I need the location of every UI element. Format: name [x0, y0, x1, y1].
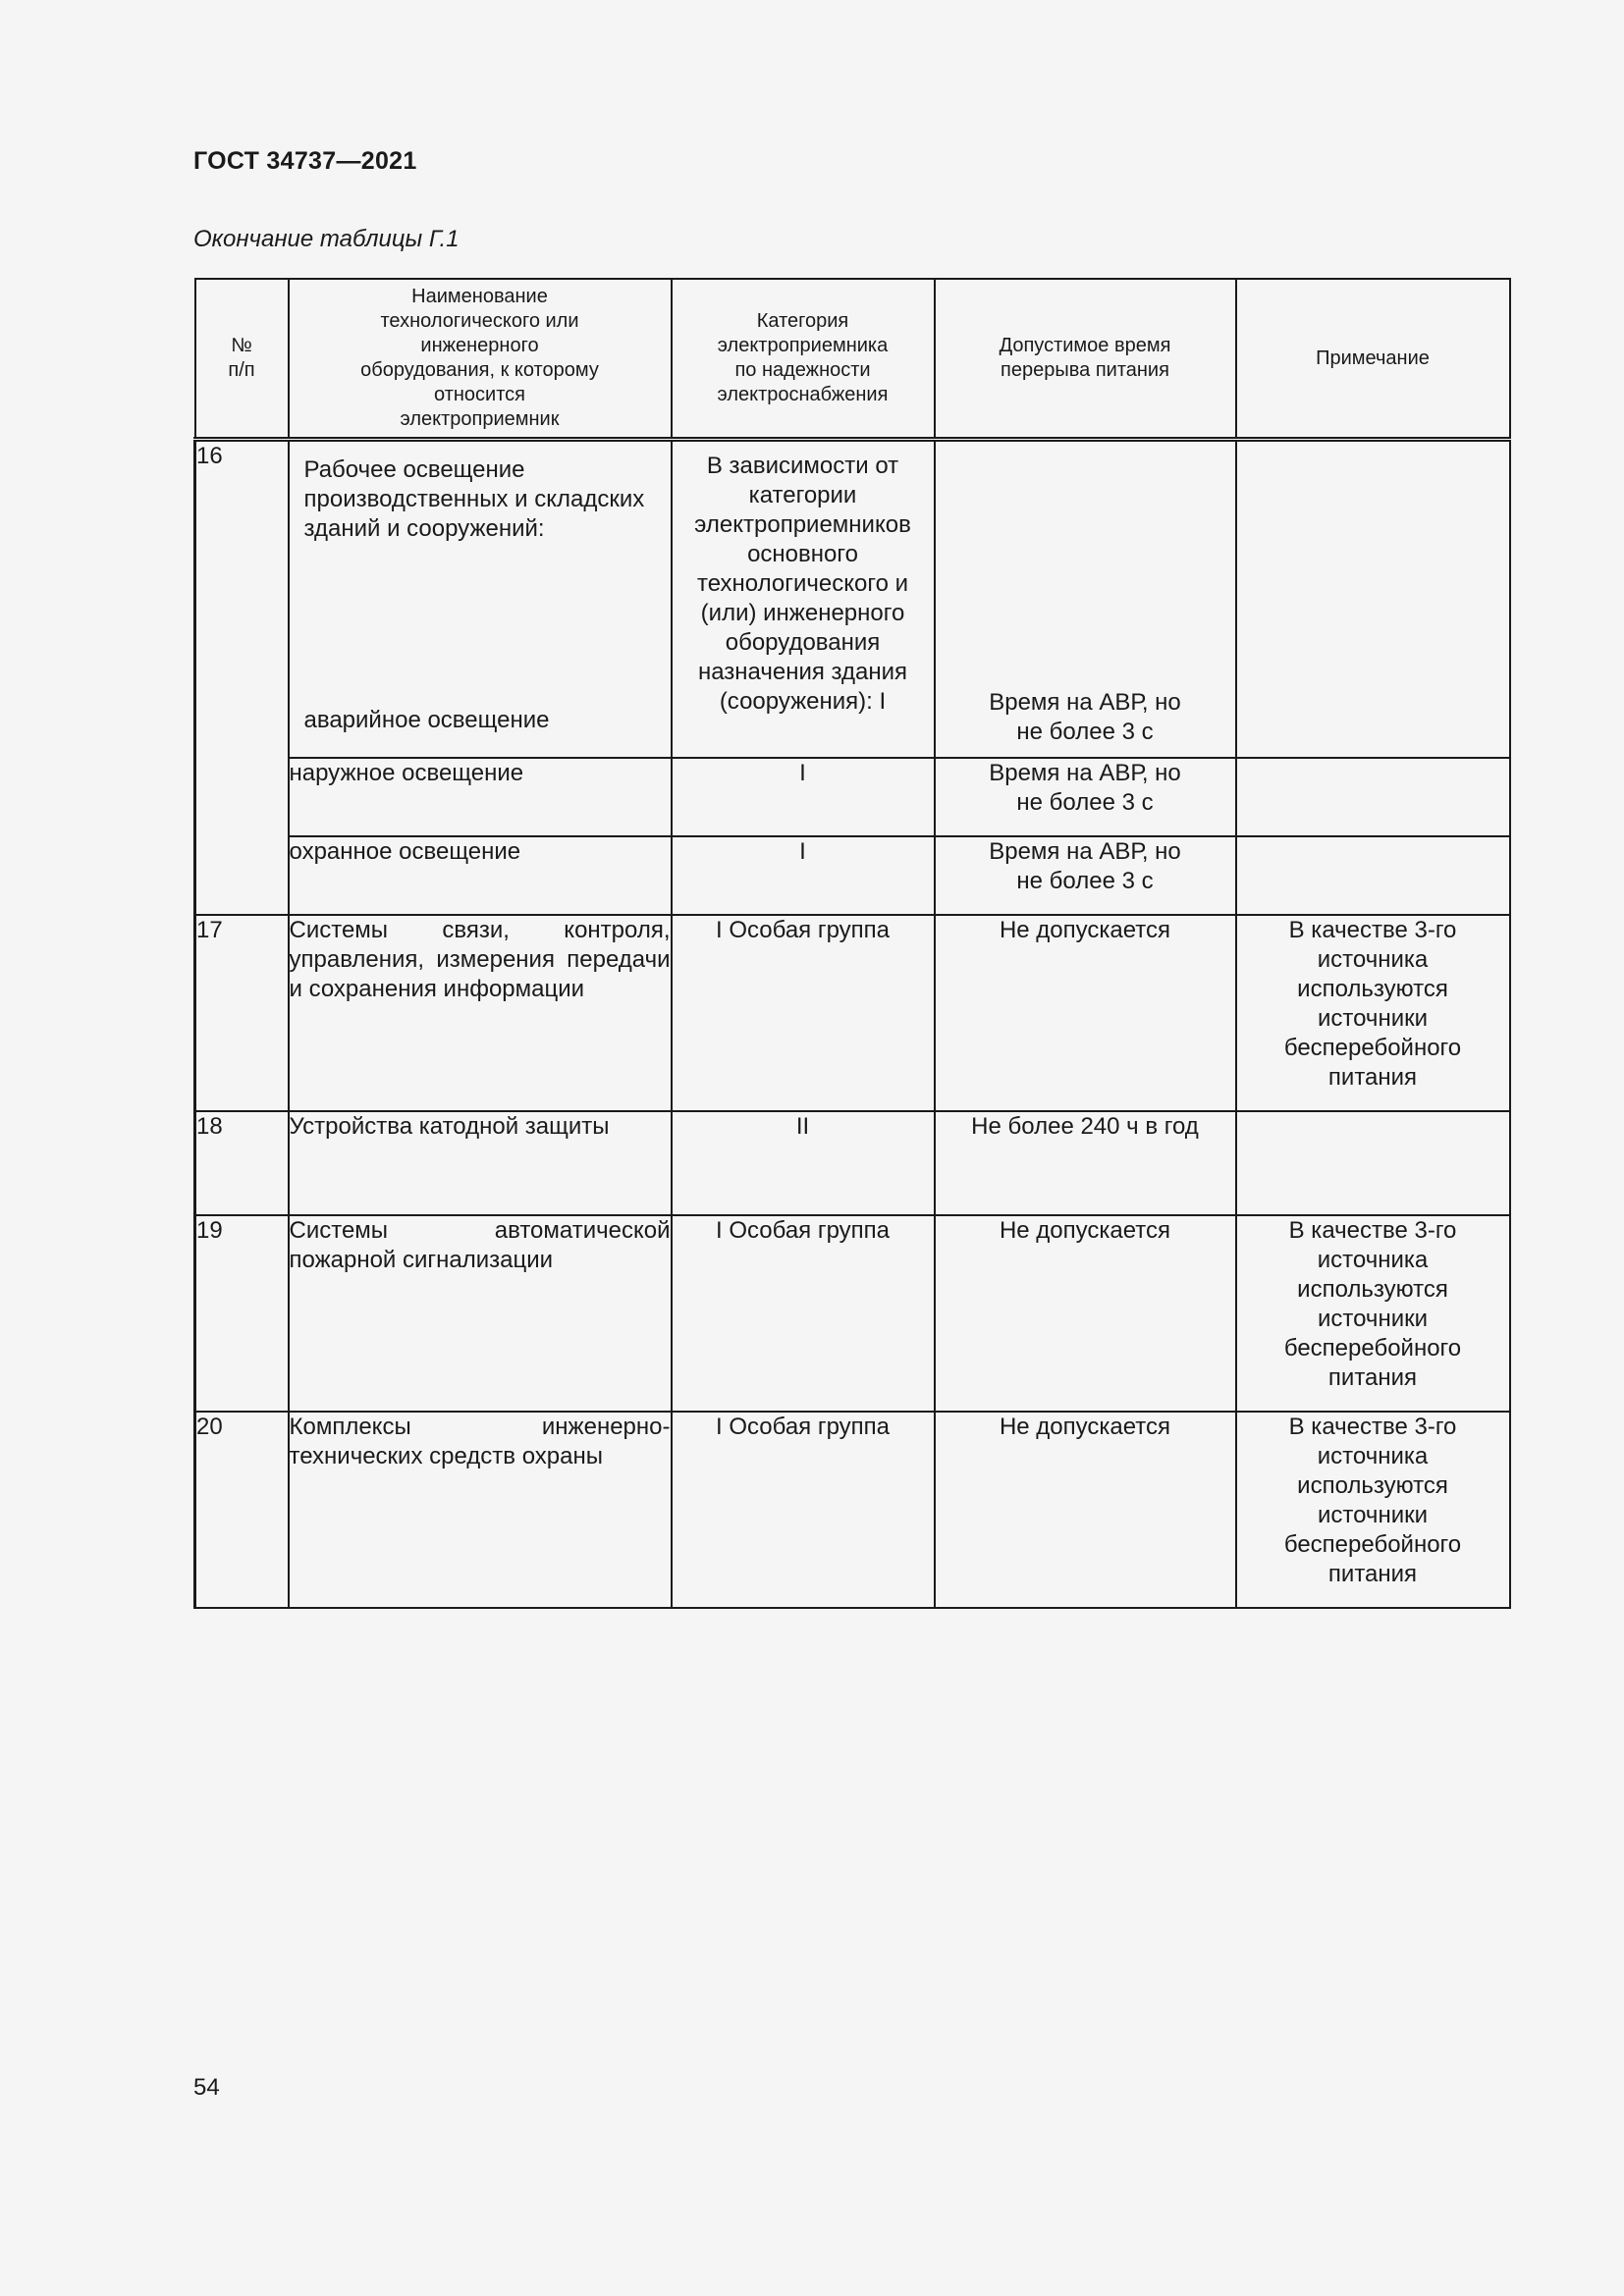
- note-cell: В качестве 3-го источника используются источники бесперебойного питания: [1236, 915, 1510, 1111]
- note-cell: В качестве 3-го источника используются источники бесперебойного питания: [1236, 1215, 1510, 1412]
- interruption-time-text: Время на АВР, но не более 3 с: [989, 689, 1181, 745]
- table-row: [195, 915, 1510, 1111]
- column-header-category: Категория электроприемника по надежности электроснабжения: [672, 279, 935, 440]
- equipment-subname: аварийное освещение: [303, 707, 550, 733]
- column-header-interruption-time: Допустимое время перерыва питания: [935, 279, 1236, 440]
- column-header-equipment: Наименование технологического или инженерного оборудования, к которому относится электроприемник: [289, 279, 672, 440]
- category-cell: II: [672, 1111, 935, 1215]
- category-cell: I: [672, 758, 935, 836]
- equipment-cell: [289, 440, 672, 759]
- note-cell: [1236, 836, 1510, 915]
- note-cell: [1236, 440, 1510, 759]
- requirements-table: [193, 278, 1511, 1609]
- note-cell: [1236, 1111, 1510, 1215]
- table-caption: Окончание таблицы Г.1: [193, 226, 460, 252]
- row-number: 20: [195, 1412, 289, 1608]
- row-number: 18: [195, 1111, 289, 1215]
- column-header-note: Примечание: [1236, 279, 1510, 440]
- interruption-time-cell: Не допускается: [935, 915, 1236, 1111]
- interruption-time-cell: [935, 440, 1236, 759]
- equipment-cell: наружное освещение: [289, 758, 672, 836]
- row-number: 19: [195, 1215, 289, 1412]
- document-code: ГОСТ 34737—2021: [193, 147, 417, 175]
- category-cell: В зависимости от категории электроприемников основного технологического и (или) инженерного оборудования назначения здания (сооружения): I: [672, 440, 935, 759]
- note-cell: В качестве 3-го источника используются источники бесперебойного питания: [1236, 1412, 1510, 1608]
- equipment-name: Рабочее освещение производственных и складских зданий и сооружений:: [303, 456, 645, 542]
- category-cell: I: [672, 836, 935, 915]
- equipment-cell: охранное освещение: [289, 836, 672, 915]
- interruption-time-cell: Время на АВР, но не более 3 с: [935, 836, 1236, 915]
- row-number: 17: [195, 915, 289, 1111]
- category-cell: I Особая группа: [672, 1412, 935, 1608]
- interruption-time-cell: Время на АВР, но не более 3 с: [935, 758, 1236, 836]
- interruption-time-cell: Не допускается: [935, 1215, 1236, 1412]
- table-row: [195, 836, 1510, 915]
- table-header-row: [195, 279, 1510, 440]
- equipment-cell: Системы связи, контроля, управления, измерения передачи и сохранения информации: [289, 915, 672, 1111]
- equipment-cell: Системы автоматической пожарной сигнализации: [289, 1215, 672, 1412]
- category-cell: I Особая группа: [672, 915, 935, 1111]
- table-row: [195, 1412, 1510, 1608]
- equipment-cell: Комплексы инженерно-технических средств охраны: [289, 1412, 672, 1608]
- category-cell: I Особая группа: [672, 1215, 935, 1412]
- column-header-number: № п/п: [195, 279, 289, 440]
- table-row: [195, 440, 1510, 759]
- interruption-time-cell: Не более 240 ч в год: [935, 1111, 1236, 1215]
- equipment-cell: Устройства катодной защиты: [289, 1111, 672, 1215]
- interruption-time-cell: Не допускается: [935, 1412, 1236, 1608]
- row-number: 16: [195, 440, 289, 916]
- table-row: [195, 1215, 1510, 1412]
- page-number: 54: [193, 2074, 220, 2101]
- table-row: [195, 758, 1510, 836]
- table-row: [195, 1111, 1510, 1215]
- note-cell: [1236, 758, 1510, 836]
